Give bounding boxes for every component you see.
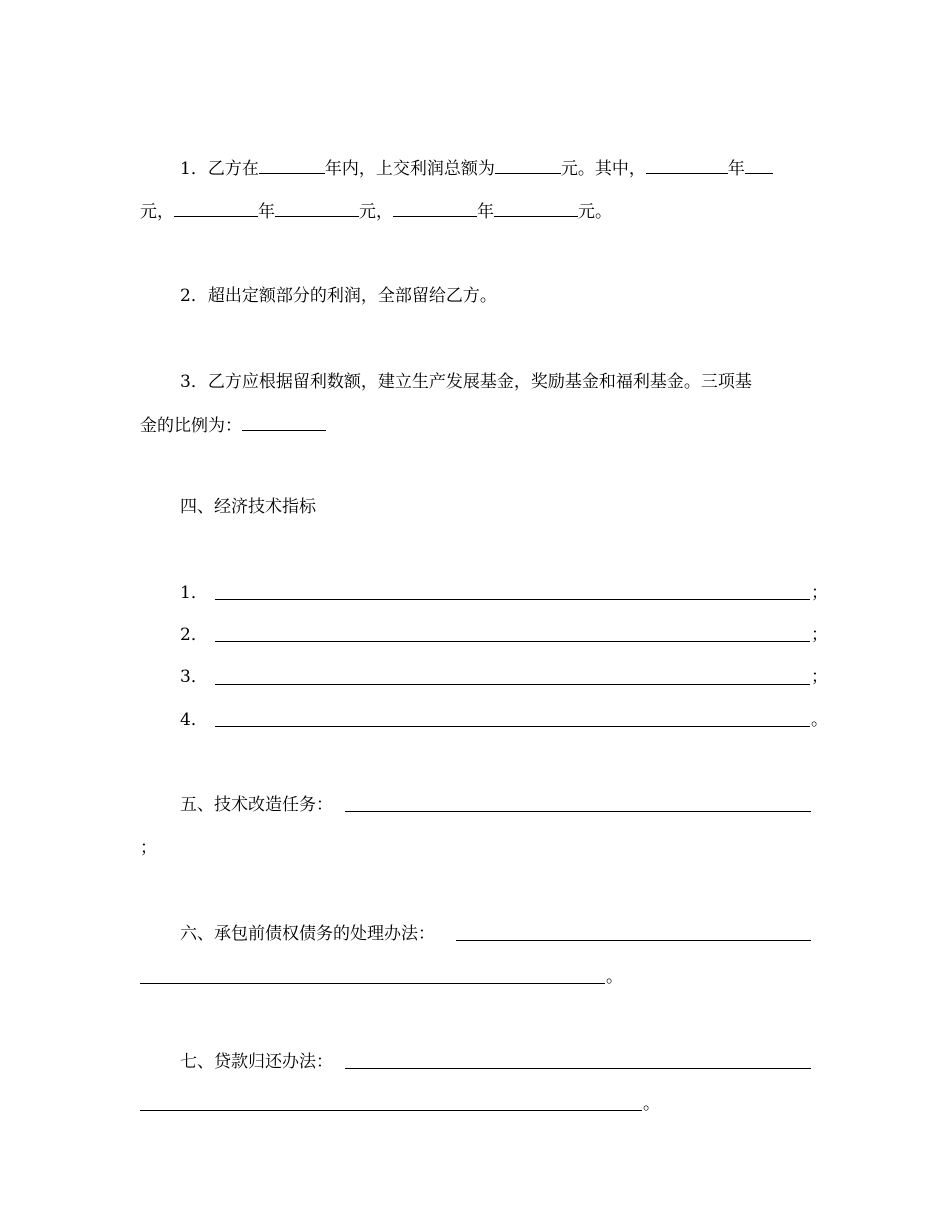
debt-handling-blank-2[interactable] (140, 983, 605, 984)
indicator-4-end: 。 (811, 710, 828, 730)
item1-line1: 1．乙方在 年内，上交利润总额为 元。其中， 年 (180, 156, 773, 180)
amount-blank-2[interactable] (275, 199, 359, 217)
item3-text: 乙方应根据留利数额，建立生产发展基金，奖励基金和福利基金。三项基 (207, 372, 752, 392)
debt-handling-blank-1[interactable] (456, 940, 811, 941)
indicator-2-end: ； (811, 625, 828, 645)
section4-heading: 四、经济技术指标 (180, 497, 316, 517)
section5-end: ； (140, 838, 157, 858)
indicator-3-number: 3． (180, 667, 208, 687)
item1-number: 1． (180, 159, 208, 179)
indicator-2-number: 2． (180, 625, 208, 645)
indicator-2-blank[interactable] (215, 641, 810, 642)
item3-line2: 金的比例为： (140, 413, 326, 437)
indicator-4-blank[interactable] (215, 726, 810, 727)
section6-end: 。 (606, 967, 623, 987)
section5-label: 五、技术改造任务： (180, 795, 333, 815)
indicator-3-end: ； (811, 667, 828, 687)
section7-label: 七、贷款归还办法： (180, 1052, 333, 1072)
indicator-1-end: ； (811, 583, 828, 603)
tech-upgrade-blank[interactable] (345, 811, 811, 812)
fund-ratio-blank[interactable] (242, 413, 326, 431)
item1-line2: 元， 年 元， 年 元。 (140, 199, 612, 223)
section7-end: 。 (643, 1094, 660, 1114)
section6-label: 六、承包前债权债务的处理办法： (180, 924, 435, 944)
item2 (180, 284, 497, 308)
amount-blank-3[interactable] (494, 199, 578, 217)
year-blank-2[interactable] (174, 199, 258, 217)
year-blank-1[interactable] (646, 156, 728, 174)
profit-total-blank[interactable] (495, 156, 561, 174)
item3-number: 3． (180, 372, 208, 392)
item3-line1 (180, 370, 752, 394)
amount-blank-1[interactable] (745, 156, 773, 174)
item2-text: 超出定额部分的利润，全部留给乙方。 (207, 286, 497, 306)
loan-repayment-blank-2[interactable] (140, 1110, 642, 1111)
year-blank-3[interactable] (393, 199, 477, 217)
indicator-1-blank[interactable] (215, 599, 810, 600)
item2-number: 2． (180, 286, 208, 306)
indicator-4-number: 4． (180, 710, 208, 730)
loan-repayment-blank-1[interactable] (345, 1068, 811, 1069)
years-blank[interactable] (259, 156, 325, 174)
indicator-3-blank[interactable] (215, 684, 810, 685)
indicator-1-number: 1． (180, 583, 208, 603)
